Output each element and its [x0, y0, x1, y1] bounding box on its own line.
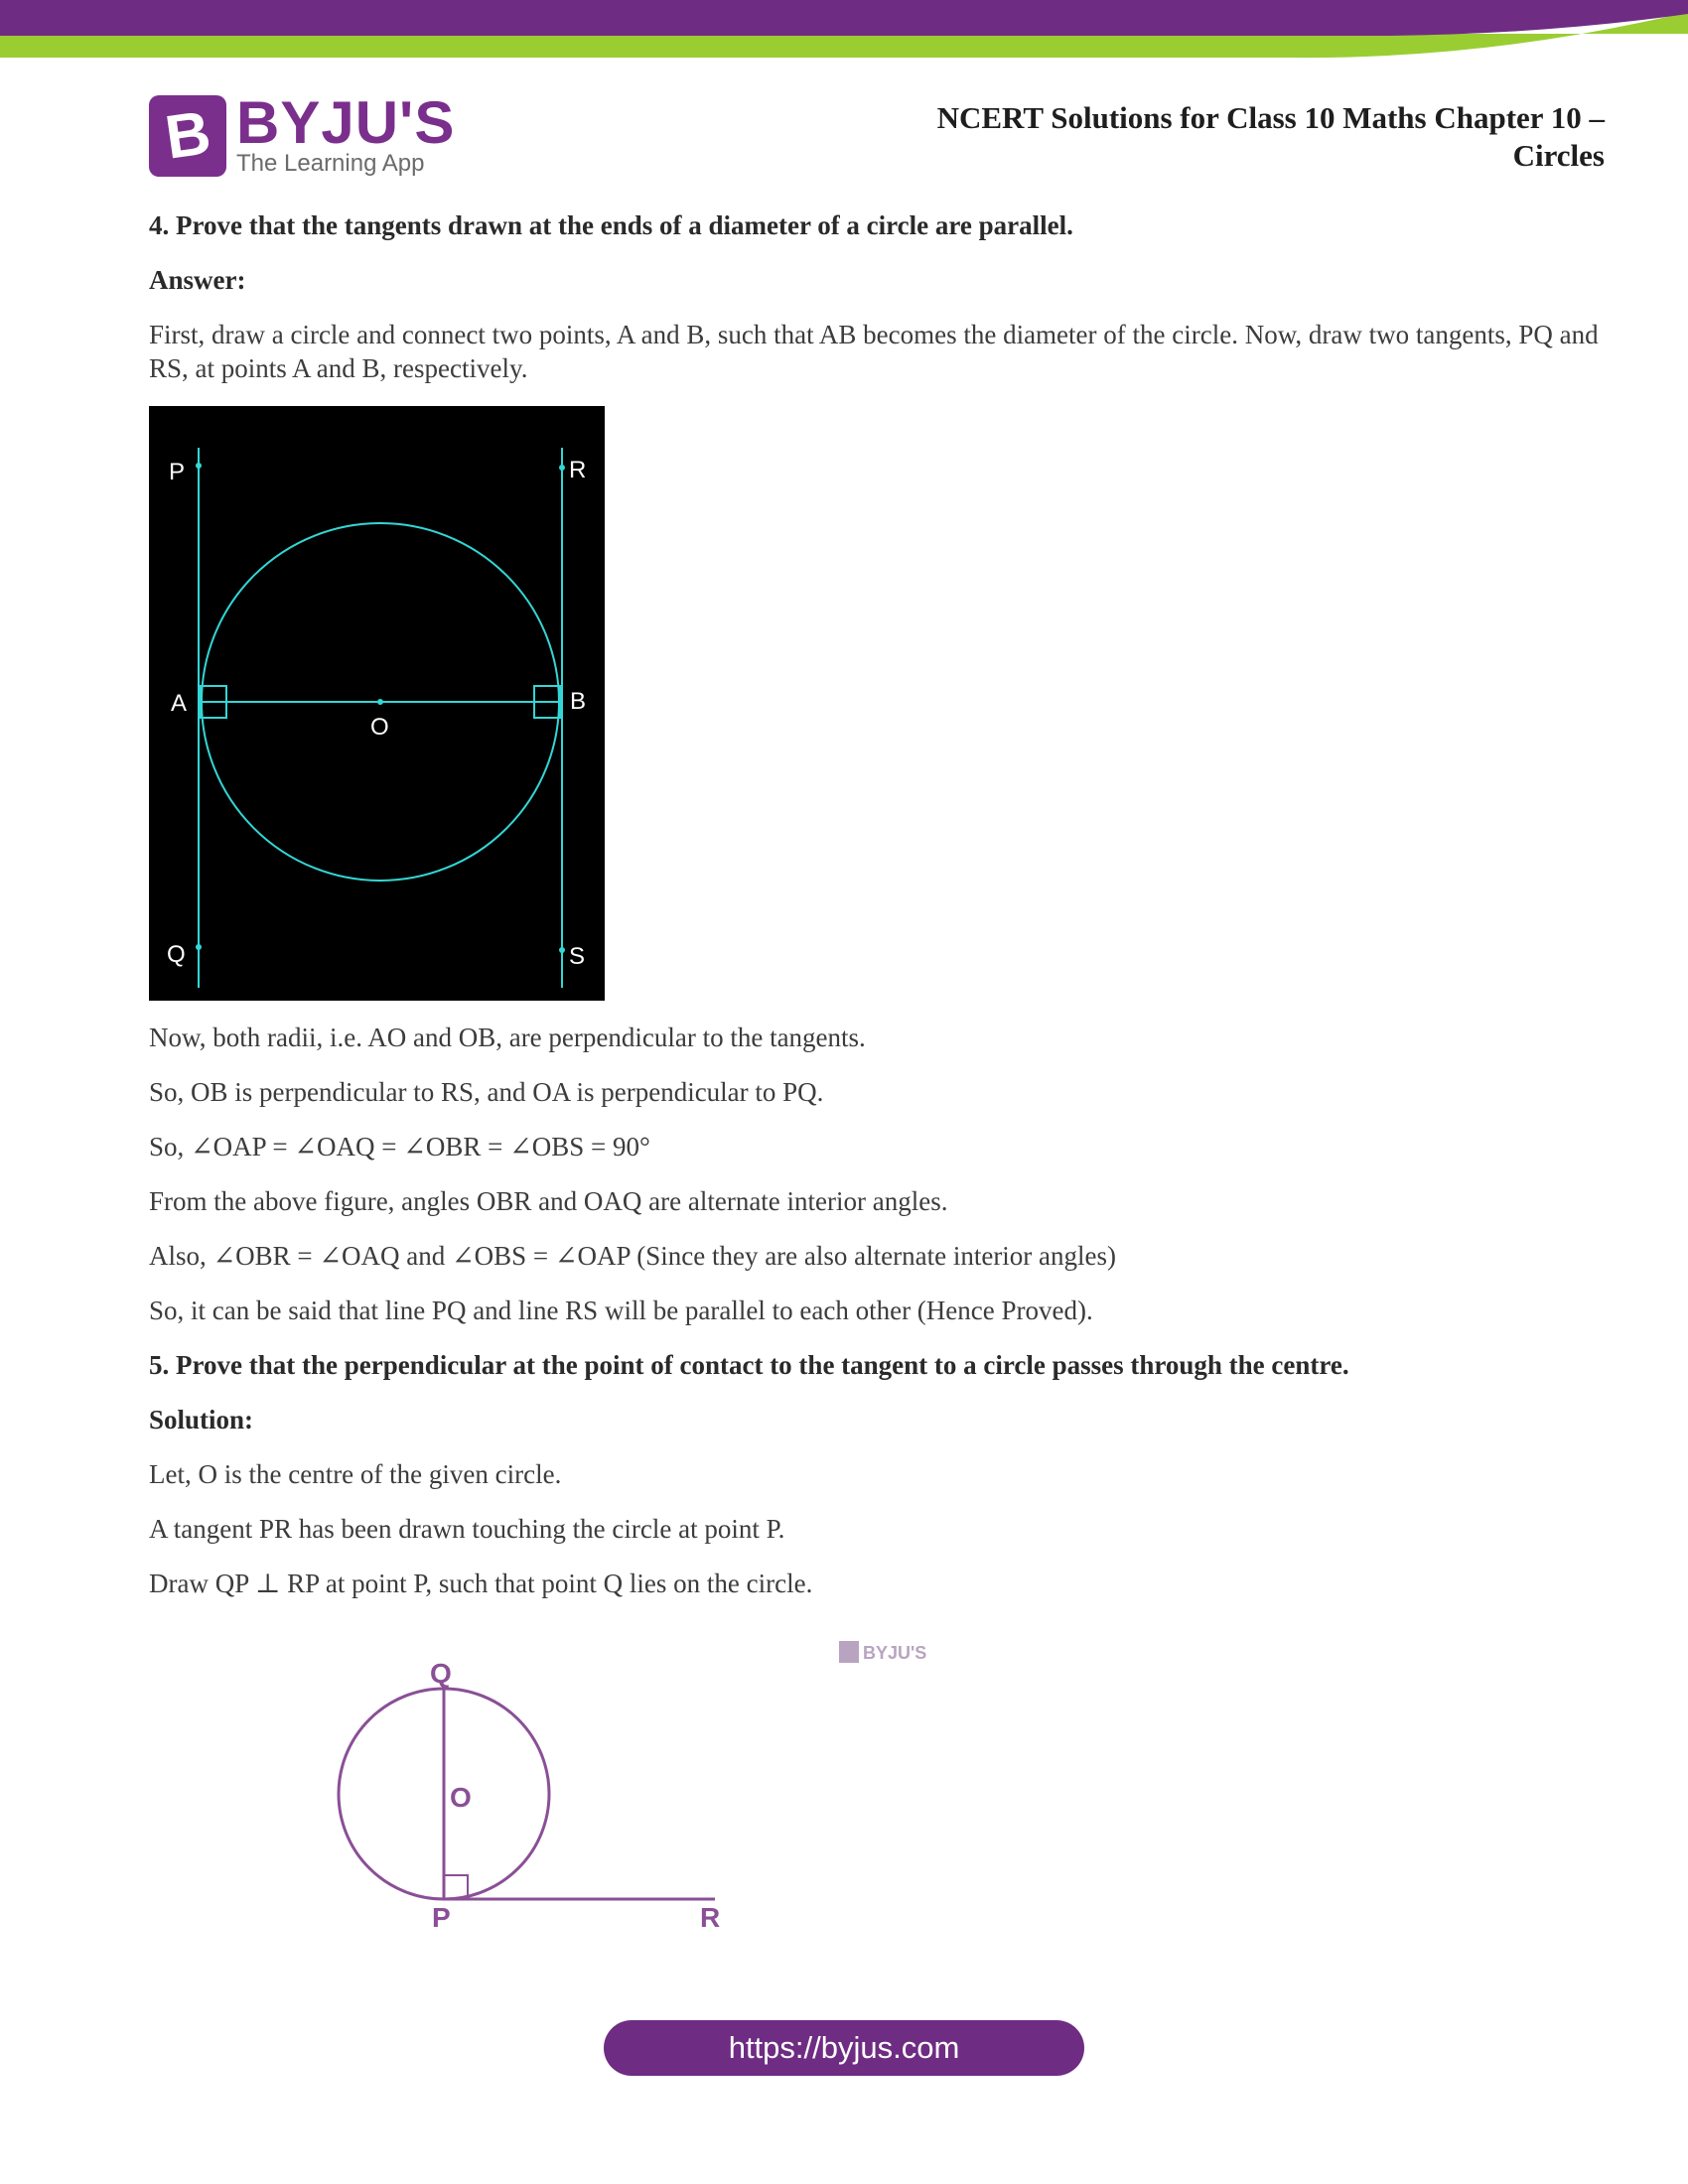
figure-perpendicular-tangent — [149, 1621, 943, 1979]
point-p — [196, 463, 202, 469]
q4-step-6: So, it can be said that line PQ and line RS will be parallel to each other (Hence Proved). — [149, 1296, 1093, 1325]
label-r: R — [569, 457, 587, 483]
top-header-band — [0, 0, 1688, 62]
document-body — [149, 208, 1618, 1979]
page-title-line2: Circles — [1512, 138, 1605, 173]
question-4-intro: First, draw a circle and connect two points, A and B, such that AB becomes the diameter of the circle. Now, draw two tangents, PQ and RS, at points A and B, respectively. — [149, 320, 1599, 383]
q5-step-2: A tangent PR has been drawn touching the circle at point P. — [149, 1514, 785, 1544]
logo-mark — [149, 95, 226, 177]
label-s: S — [569, 943, 586, 970]
label-o2: O — [450, 1782, 472, 1813]
figure-parallel-tangents — [149, 406, 605, 1001]
answer-label: Answer: — [149, 265, 246, 295]
label-r2: R — [700, 1902, 721, 1933]
label-b: B — [570, 688, 587, 715]
point-s — [559, 947, 565, 953]
watermark-brand: BYJU'S — [863, 1643, 927, 1663]
page-title — [810, 99, 1605, 175]
brand-name: BYJU'S — [236, 89, 456, 156]
q4-step-1: Now, both radii, i.e. AO and OB, are perpendicular to the tangents. — [149, 1023, 866, 1052]
label-o: O — [370, 714, 389, 741]
point-r — [559, 465, 565, 471]
q5-step-3: Draw QP ⊥ RP at point P, such that point Q lies on the circle. — [149, 1569, 813, 1598]
question-5-text: 5. Prove that the perpendicular at the point of contact to the tangent to a circle passes through the centre. — [149, 1350, 1349, 1380]
watermark-logo-mark — [839, 1641, 859, 1663]
q4-step-5: Also, ∠OBR = ∠OAQ and ∠OBS = ∠OAP (Since they are also alternate interior angles) — [149, 1241, 1117, 1271]
brand-tagline: The Learning App — [236, 150, 425, 177]
point-q — [196, 944, 202, 950]
q4-step-4: From the above figure, angles OBR and OAQ are alternate interior angles. — [149, 1186, 948, 1216]
label-q: Q — [167, 941, 186, 968]
label-a: A — [171, 690, 188, 717]
q4-step-3: So, ∠OAP = ∠OAQ = ∠OBR = ∠OBS = 90° — [149, 1132, 650, 1161]
label-q2: Q — [430, 1658, 452, 1689]
page-title-line1: NCERT Solutions for Class 10 Maths Chapter 10 – — [936, 100, 1605, 135]
solution-label: Solution: — [149, 1405, 254, 1434]
q4-step-2: So, OB is perpendicular to RS, and OA is perpendicular to PQ. — [149, 1077, 824, 1107]
byjus-logo — [149, 89, 456, 181]
logo-letter: B — [160, 98, 214, 173]
point-o — [377, 699, 383, 705]
q5-step-1: Let, O is the centre of the given circle. — [149, 1459, 562, 1489]
question-4-text: 4. Prove that the tangents drawn at the ends of a diameter of a circle are parallel. — [149, 210, 1073, 240]
footer-url-link[interactable]: https://byjus.com — [604, 2020, 1084, 2076]
label-p2: P — [432, 1902, 451, 1933]
label-p: P — [169, 459, 186, 485]
